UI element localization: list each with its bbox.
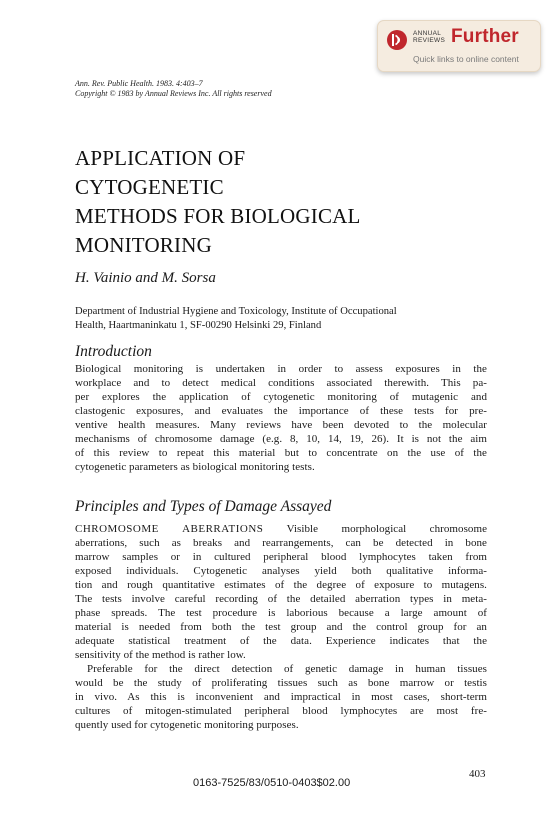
lymphocyte-paragraph bbox=[75, 662, 487, 732]
text-line: cytogenetic parameters as biological monitoring tests. bbox=[75, 461, 315, 473]
text-line: in vivo. As this is inconvenient and impractical in most cases, short-term bbox=[75, 691, 487, 703]
further-badge[interactable] bbox=[377, 20, 541, 72]
section-heading-principles: Principles and Types of Damage Assayed bbox=[75, 498, 332, 515]
text-line: tion and rough quantitative estimates of the degree of exposure to mutagens. bbox=[75, 579, 487, 591]
text-line: marrow samples or in cultured peripheral blood lymphocytes taken from bbox=[75, 551, 487, 563]
badge-annual-reviews-label: ANNUAL REVIEWS bbox=[413, 30, 446, 44]
text-line: workplace and to detect medical conditions associated therewith. This pa- bbox=[75, 377, 487, 389]
introduction-paragraph bbox=[75, 362, 487, 474]
chromosome-aberrations-paragraph bbox=[75, 522, 487, 662]
text-line: adequate statistical treatment of the data. Experience indicates that the bbox=[75, 635, 487, 647]
text-line bbox=[75, 522, 487, 536]
text-line: sensitivity of the method is rather low. bbox=[75, 649, 246, 661]
text-line: Preferable for the direct detection of genetic damage in human tissues bbox=[87, 663, 487, 675]
title-line: MONITORING bbox=[75, 233, 212, 257]
text-line: per explores the application of cytogenetic monitoring of mutagenic and bbox=[75, 391, 487, 403]
text-line: clastogenic exposures, and evaluates the importance of these tests for pre- bbox=[75, 405, 487, 417]
text-line: The tests involve careful recording of the detailed aberration types in meta- bbox=[75, 593, 487, 605]
affiliation-line: Department of Industrial Hygiene and Toxicology, Institute of Occupational bbox=[75, 306, 397, 317]
section-heading-introduction: Introduction bbox=[75, 343, 152, 360]
text-line: cultures of mitogen-stimulated peripheral blood lymphocytes are most fre- bbox=[75, 705, 487, 717]
page-number: 403 bbox=[469, 768, 486, 780]
citation-journal: Ann. Rev. Public Health. 1983. 4:403–7 bbox=[75, 79, 203, 88]
run-in-heading: CHROMOSOME ABERRATIONS bbox=[75, 523, 264, 535]
text-line: aberrations, such as breaks and rearrangements, can be detected in bone bbox=[75, 537, 487, 549]
annual-reviews-logo-icon bbox=[387, 30, 407, 50]
text-line: quently used for cytogenetic monitoring purposes. bbox=[75, 719, 299, 731]
title-line: METHODS FOR BIOLOGICAL bbox=[75, 204, 361, 228]
text-line: Biological monitoring is undertaken in order to assess exposures in the bbox=[75, 363, 487, 375]
affiliation-line: Health, Haartmaninkatu 1, SF-00290 Helsinki 29, Finland bbox=[75, 320, 322, 331]
text-fragment: Visible morphological chromosome bbox=[286, 523, 488, 535]
text-line: material is needed from both the test group and the control group for an bbox=[75, 621, 487, 633]
article-title bbox=[75, 144, 361, 260]
citation-copyright: Copyright © 1983 by Annual Reviews Inc. All rights reserved bbox=[75, 89, 272, 98]
authors: H. Vainio and M. Sorsa bbox=[75, 270, 216, 286]
title-line: CYTOGENETIC bbox=[75, 175, 224, 199]
journal-citation bbox=[75, 79, 272, 99]
badge-further-label[interactable]: Further bbox=[451, 26, 519, 47]
text-line: exposed individuals. Cytogenetic analyses yield both qualitative informa- bbox=[75, 565, 487, 577]
title-line: APPLICATION OF bbox=[75, 146, 246, 170]
text-line: ventive health measures. Many reviews have been devoted to the molecular bbox=[75, 419, 487, 431]
affiliation bbox=[75, 305, 495, 333]
text-line: of this review to repeat this material but to concentrate on the use of the bbox=[75, 447, 487, 459]
issn-price-code: 0163-7525/83/0510-0403$02.00 bbox=[193, 777, 351, 789]
badge-subtitle: Quick links to online content bbox=[413, 54, 519, 64]
text-line: phase spreads. The test procedure is laborious because a large amount of bbox=[75, 607, 487, 619]
text-line: mechanisms of chromosome damage (e.g. 8, 10, 14, 19, 26). It is not the aim bbox=[75, 433, 487, 445]
text-line: would be the study of proliferating tissues such as bone marrow or testis bbox=[75, 677, 487, 689]
